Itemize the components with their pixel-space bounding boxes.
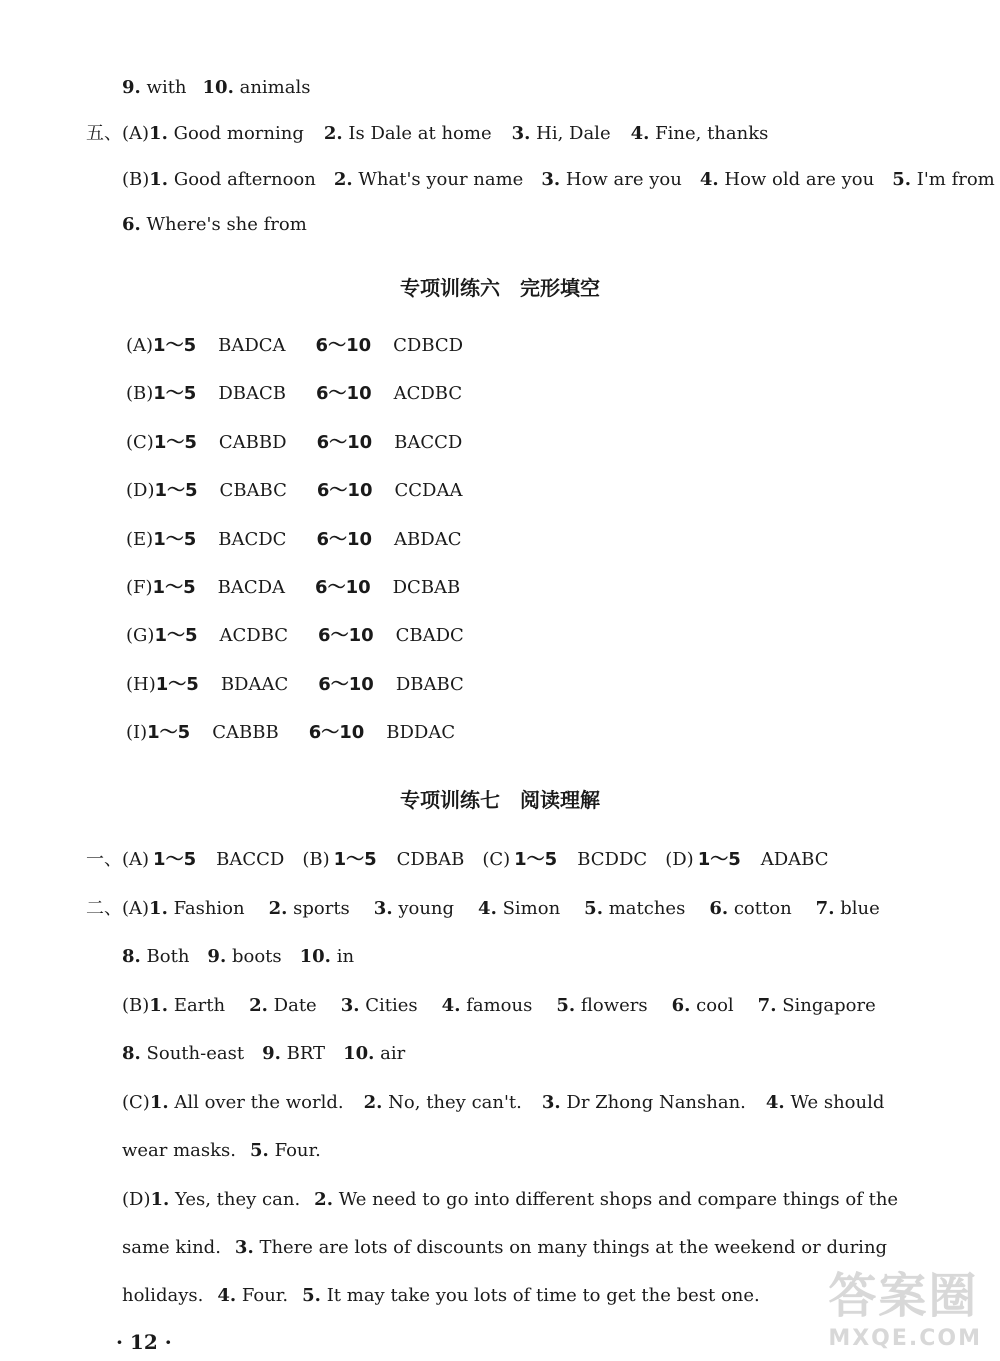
reading-range: 1～5: [333, 849, 377, 870]
question-number: 4.: [441, 995, 461, 1016]
answer-text: holidays.: [122, 1285, 204, 1306]
cloze-label: (E): [126, 528, 154, 550]
question-number: 2.: [333, 169, 353, 190]
answer-text: blue: [840, 898, 880, 919]
answer-text: Both: [146, 946, 190, 967]
cloze-a1: CBABC: [219, 480, 287, 502]
answer-text: Four.: [274, 1140, 321, 1161]
question-number: 5.: [250, 1140, 269, 1161]
question-number: 3.: [511, 123, 531, 144]
answer-line: [86, 897, 880, 921]
answer-text: wear masks.: [122, 1140, 237, 1161]
answer-line: [122, 1042, 405, 1066]
answer-line: [122, 994, 876, 1018]
cloze-r2: 6～10: [318, 625, 374, 647]
cloze-r1: 1～5: [153, 528, 197, 550]
cloze-r2: 6～10: [316, 528, 373, 550]
question-number: 5.: [556, 995, 576, 1016]
question-number: 2.: [268, 898, 288, 919]
cloze-r1: 1～5: [153, 383, 197, 405]
cloze-r2: 6～10: [316, 431, 373, 453]
cloze-r1: 1～5: [155, 673, 199, 695]
cloze-answer-row: [126, 721, 455, 745]
cloze-a2: ABDAC: [394, 528, 462, 550]
question-number: 8.: [122, 946, 141, 967]
question-number: 4.: [765, 1092, 785, 1113]
question-number: 1.: [149, 898, 168, 919]
cloze-answer-row: [126, 334, 463, 358]
question-number: 1.: [150, 1189, 170, 1210]
question-number: 5.: [584, 898, 603, 919]
cloze-a2: CDBCD: [393, 335, 464, 356]
cloze-a1: BACDA: [217, 577, 286, 598]
reading-ans: BACCD: [216, 849, 285, 870]
cloze-label: (G): [126, 625, 155, 647]
question-number: 3.: [541, 1092, 561, 1113]
item-prefix: (B): [122, 995, 150, 1016]
answer-text: Fashion: [173, 898, 245, 919]
answer-line: [122, 945, 354, 969]
question-number: 9.: [207, 946, 227, 967]
cloze-answer-row: [126, 528, 461, 552]
question-number: 4.: [699, 169, 719, 190]
reading-label: (D): [665, 849, 694, 870]
answer-text: in: [336, 946, 355, 967]
cloze-r1: 1～5: [154, 625, 198, 647]
answer-text: I'm from: [916, 169, 995, 190]
answer-text: Hi, Dale: [536, 123, 611, 144]
cloze-label: (F): [126, 577, 153, 598]
question-number: 10.: [202, 77, 234, 98]
reading-answer-row: [86, 848, 847, 872]
answer-line: [122, 1284, 760, 1308]
reading-ans: BCDDC: [577, 849, 648, 870]
cloze-answer-row: [126, 431, 462, 455]
cloze-a2: ACDBC: [393, 383, 463, 405]
cloze-a1: BACDC: [218, 528, 287, 550]
item-prefix: 二、(A): [86, 898, 150, 919]
cloze-a2: CBADC: [395, 625, 464, 647]
cloze-r2: 6～10: [316, 383, 372, 405]
section-heading: 专项训练七 阅读理解: [400, 788, 600, 812]
cloze-label: (D): [126, 480, 155, 502]
question-number: 3.: [340, 995, 360, 1016]
question-number: 5.: [892, 169, 911, 190]
answer-text: How are you: [565, 169, 682, 190]
answer-text: with: [146, 77, 187, 98]
item-prefix: 一、: [86, 849, 122, 870]
answer-text: Date: [273, 995, 317, 1016]
cloze-a2: DCBAB: [392, 577, 461, 598]
question-number: 9.: [262, 1043, 281, 1064]
cloze-answer-row: [126, 624, 464, 648]
answer-text: sports: [293, 898, 350, 919]
cloze-a1: ACDBC: [219, 625, 289, 647]
answer-text: Is Dale at home: [348, 123, 492, 144]
answer-text: air: [380, 1043, 406, 1064]
cloze-label: (H): [126, 673, 156, 695]
question-number: 6.: [709, 898, 729, 919]
question-number: 2.: [314, 1189, 333, 1210]
cloze-a2: BDDAC: [386, 722, 456, 744]
answer-line: [122, 76, 310, 100]
question-number: 7.: [757, 995, 777, 1016]
cloze-answer-row: [126, 382, 462, 406]
cloze-r2: 6～10: [318, 673, 374, 695]
cloze-label: (C): [126, 431, 154, 453]
answer-text: Earth: [173, 995, 226, 1016]
cloze-a1: BDAAC: [220, 673, 289, 695]
cloze-label: (A): [126, 335, 154, 356]
cloze-r2: 6～10: [308, 722, 365, 744]
cloze-a2: BACCD: [394, 431, 463, 453]
question-number: 5.: [302, 1285, 321, 1306]
cloze-label: (B): [126, 383, 154, 405]
answer-text: Cities: [365, 995, 418, 1016]
item-prefix: (C): [122, 1092, 150, 1113]
cloze-r1: 1～5: [154, 480, 198, 502]
page-number: · 12 ·: [116, 1330, 172, 1354]
answer-text: famous: [466, 995, 533, 1016]
answer-line: [122, 1091, 884, 1115]
question-number: 3.: [234, 1237, 254, 1258]
cloze-r1: 1～5: [153, 431, 197, 453]
question-number: 4.: [217, 1285, 237, 1306]
answer-text: Singapore: [782, 995, 876, 1016]
cloze-a2: CCDAA: [394, 480, 463, 502]
question-number: 9.: [122, 77, 141, 98]
question-number: 1.: [149, 123, 168, 144]
cloze-a1: BADCA: [218, 335, 286, 356]
item-prefix: 五、(A): [86, 123, 150, 144]
section-heading: 专项训练六 完形填空: [400, 276, 600, 300]
answer-text: Four.: [241, 1285, 289, 1306]
cloze-a2: DBABC: [395, 673, 464, 695]
cloze-a1: CABBD: [218, 431, 287, 453]
watermark-url: MXQE.COM: [828, 1326, 982, 1351]
answer-text: Good afternoon: [173, 169, 316, 190]
answer-text: Simon: [502, 898, 561, 919]
answer-text: We should: [790, 1092, 885, 1113]
answer-text: same kind.: [122, 1237, 221, 1258]
cloze-r2: 6～10: [316, 480, 373, 502]
question-number: 4.: [478, 898, 497, 919]
question-number: 2.: [363, 1092, 383, 1113]
answer-text: It may take you lots of time to get the best one.: [326, 1285, 760, 1306]
cloze-r1: 1～5: [147, 722, 191, 744]
answer-text: young: [398, 898, 455, 919]
answer-text: BRT: [286, 1043, 326, 1064]
question-number: 10.: [299, 946, 331, 967]
answer-line: [122, 168, 995, 192]
answer-text: Where's she from: [146, 214, 307, 235]
cloze-r1: 1～5: [153, 335, 197, 356]
question-number: 3.: [373, 898, 393, 919]
cloze-r2: 6～10: [315, 577, 371, 598]
reading-range: 1～5: [153, 849, 197, 870]
cloze-r2: 6～10: [315, 335, 372, 356]
question-number: 2.: [249, 995, 268, 1016]
item-prefix: (D): [122, 1189, 151, 1210]
question-number: 1.: [149, 169, 169, 190]
cloze-a1: CABBB: [212, 722, 279, 744]
answer-text: Dr Zhong Nanshan.: [566, 1092, 746, 1113]
answer-text: flowers: [580, 995, 648, 1016]
answer-text: boots: [231, 946, 282, 967]
answer-text: What's your name: [358, 169, 524, 190]
question-number: 6.: [671, 995, 691, 1016]
reading-range: 1～5: [697, 849, 741, 870]
answer-text: There are lots of discounts on many things at the weekend or during: [259, 1237, 888, 1258]
question-number: 2.: [323, 123, 343, 144]
cloze-r1: 1～5: [152, 577, 196, 598]
answer-text: South-east: [146, 1043, 245, 1064]
answer-line: [86, 122, 768, 146]
answer-text: We need to go into different shops and compare things of the: [338, 1189, 899, 1210]
answer-line: [122, 1188, 898, 1212]
cloze-answer-row: [126, 673, 464, 697]
answer-line: [122, 1236, 887, 1260]
answer-text: cotton: [733, 898, 792, 919]
reading-range: 1～5: [514, 849, 558, 870]
cloze-a1: DBACB: [218, 383, 287, 405]
question-number: 4.: [630, 123, 650, 144]
answer-text: animals: [239, 77, 311, 98]
answer-text: All over the world.: [174, 1092, 344, 1113]
reading-ans: CDBAB: [396, 849, 465, 870]
item-prefix: (B): [122, 169, 150, 190]
question-number: 10.: [343, 1043, 375, 1064]
cloze-answer-row: [126, 576, 460, 600]
answer-text: matches: [608, 898, 686, 919]
question-number: 6.: [122, 214, 141, 235]
question-number: 7.: [815, 898, 835, 919]
reading-ans: ADABC: [760, 849, 829, 870]
answer-line: [122, 1139, 321, 1163]
answer-text: How old are you: [724, 169, 875, 190]
question-number: 3.: [541, 169, 561, 190]
answer-text: No, they can't.: [388, 1092, 522, 1113]
reading-label: (A): [122, 849, 150, 870]
answer-text: Fine, thanks: [655, 123, 769, 144]
reading-label: (B): [302, 849, 330, 870]
question-number: 1.: [149, 995, 169, 1016]
watermark-logo: [828, 1257, 982, 1351]
answer-text: Good morning: [173, 123, 304, 144]
reading-label: (C): [482, 849, 511, 870]
answer-text: cool: [696, 995, 734, 1016]
watermark-title: 答案圈: [828, 1268, 979, 1324]
cloze-label: (I): [126, 722, 148, 744]
question-number: 8.: [122, 1043, 141, 1064]
answer-line: [122, 213, 307, 237]
question-number: 1.: [149, 1092, 169, 1113]
answer-text: Yes, they can.: [175, 1189, 301, 1210]
cloze-answer-row: [126, 479, 462, 503]
